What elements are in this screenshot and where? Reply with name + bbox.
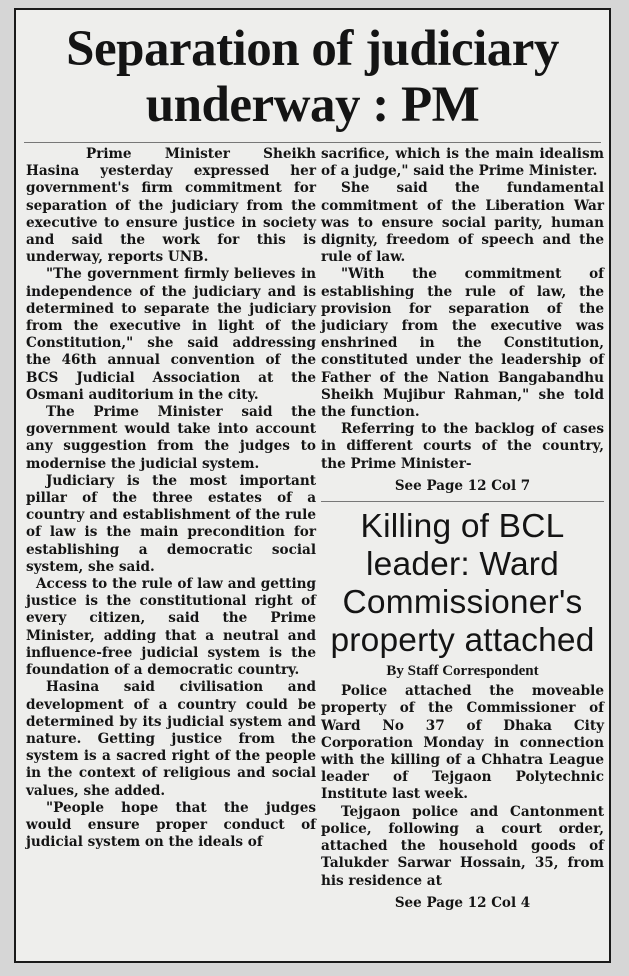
story-divider <box>321 501 604 502</box>
story1-headline-line2: underway : PM <box>145 77 480 133</box>
newspaper-clipping <box>14 8 611 963</box>
story1-paragraph: Referring to the backlog of cases in different courts of the country, the Prime Minister- <box>321 421 604 472</box>
story2-headline-line: Killing of BCL <box>360 508 565 546</box>
story2-continuation: See Page 12 Col 4 <box>394 894 531 911</box>
story1-paragraph: She said the fundamental commitment of the Liberation War was to ensure social parity, human dignity, freedom of speech and the rule of law. <box>321 180 604 266</box>
story1-paragraph: "People hope that the judges would ensure proper conduct of judicial system on the ideals of <box>26 799 316 851</box>
story2-headline-line: property attached <box>330 622 595 660</box>
story2-headline-line: Commissioner's <box>342 584 583 622</box>
story1-paragraph: Prime Minister Sheikh Hasina yesterday expressed her government's firm commitment for separation of the judiciary from the executive to ensure justice in society and said the work for this is underway, reports UNB. <box>26 146 316 266</box>
right-column <box>321 146 604 912</box>
story1-continuation: See Page 12 Col 7 <box>394 477 531 494</box>
story2-paragraph: Tejgaon police and Cantonment police, following a court order, attached the household goods of Talukder Sarwar Hossain, 35, from his residence at <box>321 803 604 889</box>
story2-byline: By Staff Correspondent <box>386 663 539 680</box>
story1-paragraph: The Prime Minister said the government would take into account any suggestion from the judges to modernise the judicial system. <box>26 404 316 472</box>
story1-paragraph: "With the commitment of establishing the rule of law, the provision for separation of the judiciary from the executive was enshrined in the Constitution, constituted under the leadership of Father of the Nation Bangabandhu Sheikh Mujibur Rahman," she told the function. <box>321 266 604 421</box>
story1-paragraph: Judiciary is the most important pillar of the three estates of a country and establishment of the rule of law is the main precondition for establishing a democratic social system, she said. <box>26 472 316 575</box>
story1-paragraph: Hasina said civilisation and development of a country could be determined by its judicial system and nature. Getting justice from the system is a sacred right of the people in the context of religious and social values, she added. <box>26 679 316 799</box>
story1-paragraph: "The government firmly believes in independence of the judiciary and is determined to separate the judiciary from the executive in light of the Constitution," she said addressing the 46th annual convention of the BCS Judicial Association at the Osmani auditorium in the city. <box>26 266 316 403</box>
headline-divider <box>24 142 601 143</box>
story1-paragraph: sacrifice, which is the main idealism of a judge," said the Prime Minister. <box>321 146 604 180</box>
story2-headline <box>321 508 604 660</box>
story1-headline-line1: Separation of judiciary <box>66 21 559 77</box>
story2-headline-line: leader: Ward <box>366 546 559 584</box>
story2-paragraph: Police attached the moveable property of the Commissioner of Ward No 37 of Dhaka City Corporation Monday in connection with the killing of a Chhatra League leader of Tejgaon Polytechnic Institute last week. <box>321 683 604 803</box>
story1-left-column <box>26 146 316 851</box>
story1-headline <box>16 10 609 133</box>
story1-paragraph: Access to the rule of law and getting justice is the constitutional right of every citizen, said the Prime Minister, adding that a neutral and influence-free judicial system is the foundation of a democratic country. <box>26 576 316 679</box>
